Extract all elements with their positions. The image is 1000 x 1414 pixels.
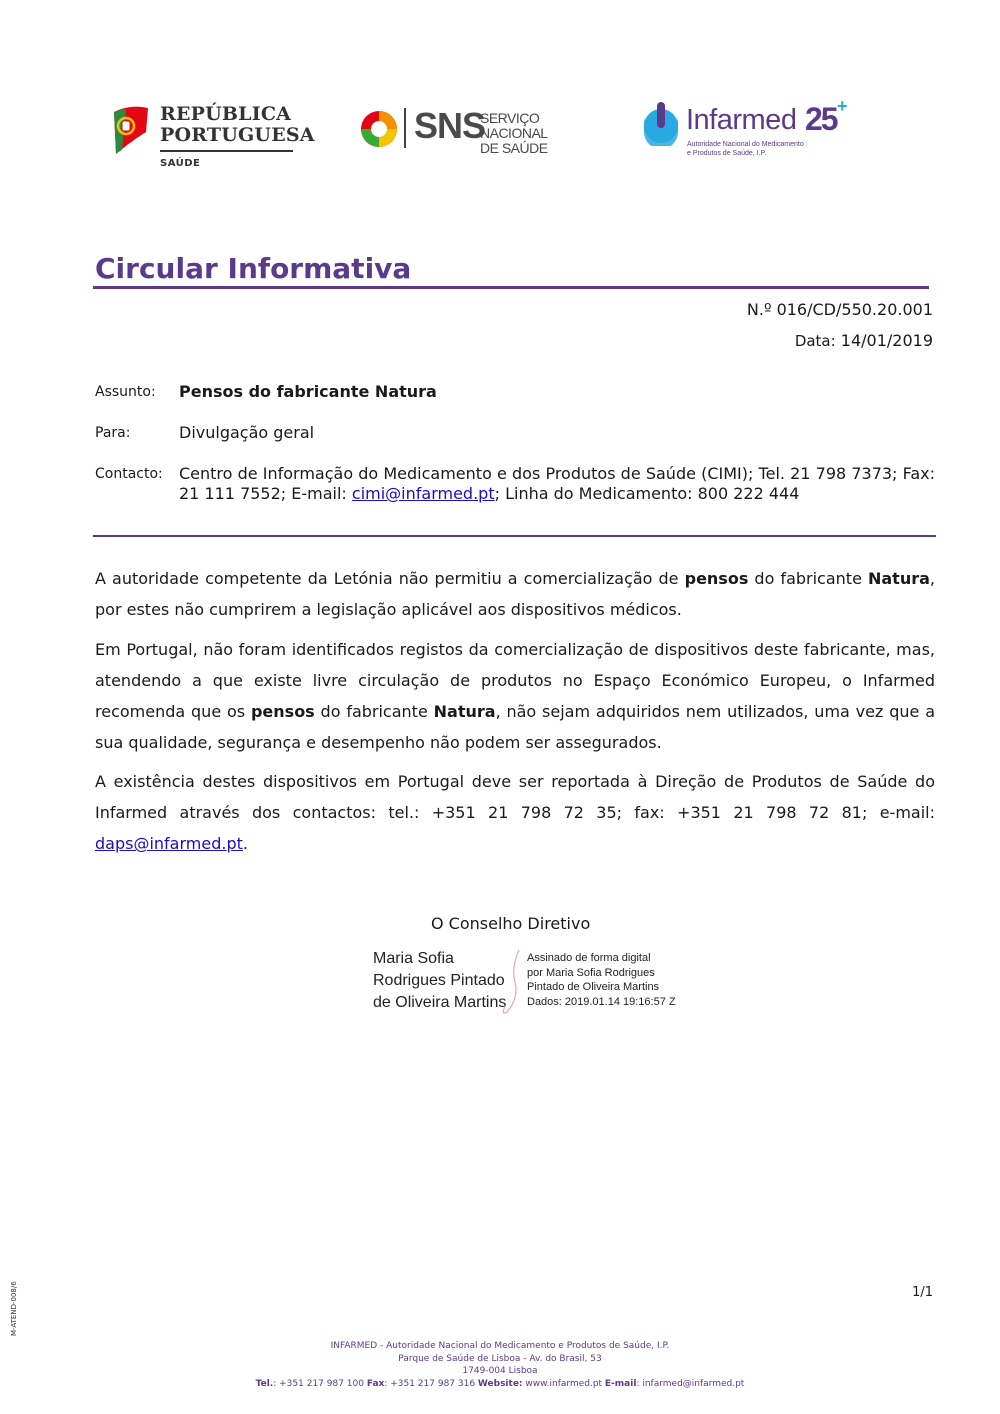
header-logos [108,96,868,180]
title-divider [93,286,929,289]
contacto-value: Centro de Informação do Medicamento e dos Produtos de Saúde (CIMI); Tel. 21 798 7373; Fax: 21 111 7552; E-mail: cimi@infarmed.pt; Linha do Medicamento: 800 222 444 [179,464,935,503]
signature-flourish-icon [485,948,525,1018]
infarmed-drop-icon [640,102,682,146]
portugal-flag-emblem-icon [110,102,150,158]
para-value: Divulgação geral [179,423,315,442]
digital-signature [373,948,693,1018]
infarmed-subtitle: Autoridade Nacional do Medicamento e Produtos de Saúde, I.P. [687,141,804,157]
sns-ring-icon [358,108,400,150]
republica-portuguesa-logo [108,100,315,175]
republica-portuguesa-wordmark: REPÚBLICA PORTUGUESA [160,103,315,146]
infarmed-25-mark: 25 [805,101,837,137]
document-code: M-ATEND-008/6 [10,1281,18,1336]
circular-reference: N.º 016/CD/550.20.001 [746,300,933,319]
page-footer [0,1340,1000,1390]
sns-subtitle: SERVIÇO NACIONAL DE SAÚDE [480,110,548,156]
footer-contacts: Tel.: +351 217 987 100 Fax: +351 217 987 316 Website: www.infarmed.pt E-mail: infarmed@infarmed.pt [255,1378,745,1389]
infarmed-wordmark: Infarmed [686,104,797,136]
sns-logo [356,100,596,160]
date-value: 14/01/2019 [840,331,933,350]
republica-saude-label: SAÚDE [160,158,201,169]
paragraph-3: A existência destes dispositivos em Portugal deve ser reportada à Direção de Produtos de Saúde do Infarmed através dos contactos: tel.: +351 21 798 72 35; fax: +351 21 798 72 81; e-mail: daps@infarmed.pt. [95,772,935,853]
contacto-label: Contacto: [95,466,163,482]
sns-wordmark: SNS [414,105,486,146]
sns-divider [404,108,406,148]
infarmed-logo [640,96,870,160]
footer-address: Parque de Saúde de Lisboa - Av. do Brasil, 53 [398,1353,602,1364]
assunto-label: Assunto: [95,384,156,400]
paragraph-1: A autoridade competente da Letónia não permitiu a comercialização de pensos do fabricante Natura, por estes não cumprirem a legislação aplicável aos dispositivos médicos. [95,569,935,619]
footer-postcode: 1749-004 Lisboa [462,1366,538,1376]
contacto-row [95,464,935,526]
infarmed-plus-mark: + [837,96,848,116]
footer-org: INFARMED - Autoridade Nacional do Medicamento e Produtos de Saúde, I.P. [330,1341,670,1351]
date-label: Data: [794,332,836,350]
assunto-value: Pensos do fabricante Natura [179,382,437,401]
signer-name: Maria Sofia Rodrigues Pintado de Oliveira Martins [373,950,507,1011]
document-title: Circular Informativa [95,252,412,285]
republica-divider [160,150,293,152]
circular-date [795,331,933,350]
para-label: Para: [95,425,131,441]
page-number: 1/1 [912,1285,933,1300]
daps-email-link[interactable]: daps@infarmed.pt [95,834,243,853]
signature-details: Assinado de forma digital por Maria Sofia Rodrigues Pintado de Oliveira Martins Dados: 2019.01.14 19:16:57 Z [527,952,676,1008]
paragraph-2: Em Portugal, não foram identificados registos da comercialização de dispositivos deste fabricante, mas, atendendo a que existe livre circulação de produtos no Espaço Económico Europeu, o Infarmed recomenda que os pensos do fabricante Natura, não sejam adquiridos nem utilizados, uma vez que a sua qualidade, segurança e desempenho não podem ser assegurados. [95,640,935,752]
cimi-email-link[interactable]: cimi@infarmed.pt [351,484,495,503]
header-separator [93,535,936,537]
signatory-council: O Conselho Diretivo [431,914,591,933]
